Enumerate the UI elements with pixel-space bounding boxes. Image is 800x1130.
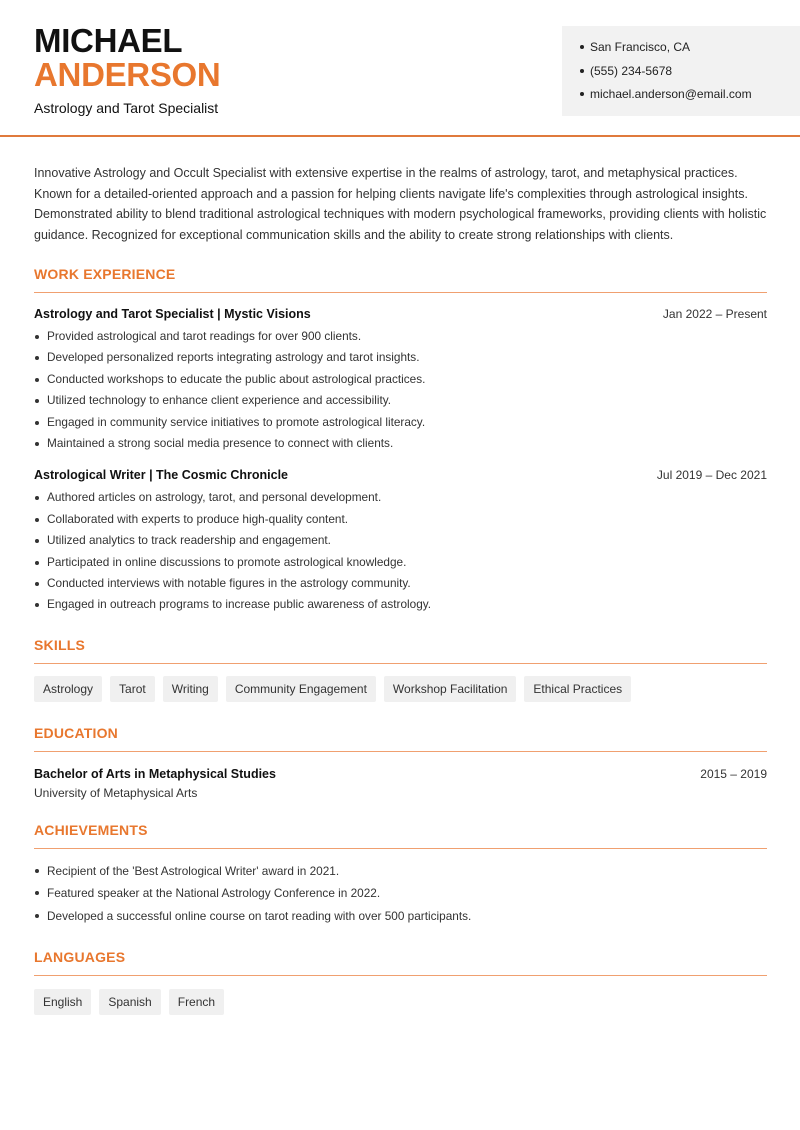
- job-entry: [34, 468, 767, 615]
- achievements-section: [34, 822, 767, 928]
- language-chip: English: [34, 989, 91, 1015]
- contact-phone: (555) 234-5678: [580, 63, 782, 87]
- education-date: 2015 – 2019: [700, 766, 767, 781]
- skills-section: [34, 637, 767, 702]
- skill-chip: Workshop Facilitation: [384, 676, 517, 702]
- list-item: Participated in online discussions to promote astrological knowledge.: [34, 552, 767, 573]
- summary: Innovative Astrology and Occult Specialist with extensive expertise in the realms of astrology, tarot, and metaphysical practices. Known for a detailed-oriented approach and a passion for helping clients navigate life's complexities through astrological insights. Demonstrated ability to blend traditional astrological techniques with modern psychological frameworks, providing clients with holistic guidance. Recognized for exceptional communication skills and the ability to create strong relationships with clients.: [34, 166, 767, 242]
- skill-chip: Writing: [163, 676, 218, 702]
- education-section: [34, 725, 767, 800]
- languages-section: [34, 949, 767, 1015]
- skill-chip: Ethical Practices: [524, 676, 631, 702]
- skill-chip: Tarot: [110, 676, 155, 702]
- contact-email[interactable]: michael.anderson@email.com: [580, 86, 782, 110]
- list-item: Collaborated with experts to produce high-quality content.: [34, 509, 767, 530]
- section-title-work: WORK EXPERIENCE: [34, 266, 767, 293]
- first-name: MICHAEL: [34, 22, 183, 59]
- language-chip: French: [169, 989, 224, 1015]
- list-item: Conducted interviews with notable figures in the astrology community.: [34, 573, 767, 594]
- section-title-education: EDUCATION: [34, 725, 767, 752]
- skill-chip: Astrology: [34, 676, 102, 702]
- list-item: Conducted workshops to educate the public about astrological practices.: [34, 369, 767, 390]
- school: University of Metaphysical Arts: [34, 785, 198, 800]
- list-item: Recipient of the 'Best Astrological Writer' award in 2021.: [34, 860, 767, 883]
- list-item: Engaged in outreach programs to increase public awareness of astrology.: [34, 594, 767, 615]
- list-item: Maintained a strong social media presence to connect with clients.: [34, 433, 767, 454]
- section-title-achievements: ACHIEVEMENTS: [34, 822, 767, 849]
- contact-location: San Francisco, CA: [580, 39, 782, 63]
- list-item: Developed a successful online course on tarot reading with over 500 participants.: [34, 905, 767, 928]
- list-item: Authored articles on astrology, tarot, and personal development.: [34, 487, 767, 508]
- list-item: Provided astrological and tarot readings for over 900 clients.: [34, 326, 767, 347]
- section-title-skills: SKILLS: [34, 637, 767, 664]
- section-title-languages: LANGUAGES: [34, 949, 767, 976]
- degree: Bachelor of Arts in Metaphysical Studies: [34, 766, 276, 781]
- list-item: Utilized technology to enhance client experience and accessibility.: [34, 390, 767, 411]
- job-title: Astrology and Tarot Specialist | Mystic Visions: [34, 307, 311, 321]
- resume-header: [0, 0, 800, 137]
- language-chip: Spanish: [99, 989, 160, 1015]
- job-entry: [34, 307, 767, 454]
- headline: Astrology and Tarot Specialist: [34, 100, 219, 116]
- list-item: Developed personalized reports integrating astrology and tarot insights.: [34, 347, 767, 368]
- job-date: Jan 2022 – Present: [662, 307, 767, 321]
- contact-box: [562, 26, 800, 116]
- last-name: ANDERSON: [34, 56, 221, 93]
- job-title: Astrological Writer | The Cosmic Chronicle: [34, 468, 289, 483]
- list-item: Engaged in community service initiatives to promote astrological literacy.: [34, 412, 767, 433]
- skill-chip: Community Engagement: [226, 676, 376, 702]
- job-date: Jul 2019 – Dec 2021: [656, 468, 767, 483]
- list-item: Featured speaker at the National Astrology Conference in 2022.: [34, 882, 767, 905]
- resume-body: [34, 163, 767, 1015]
- list-item: Utilized analytics to track readership and engagement.: [34, 530, 767, 551]
- work-section: [34, 266, 767, 616]
